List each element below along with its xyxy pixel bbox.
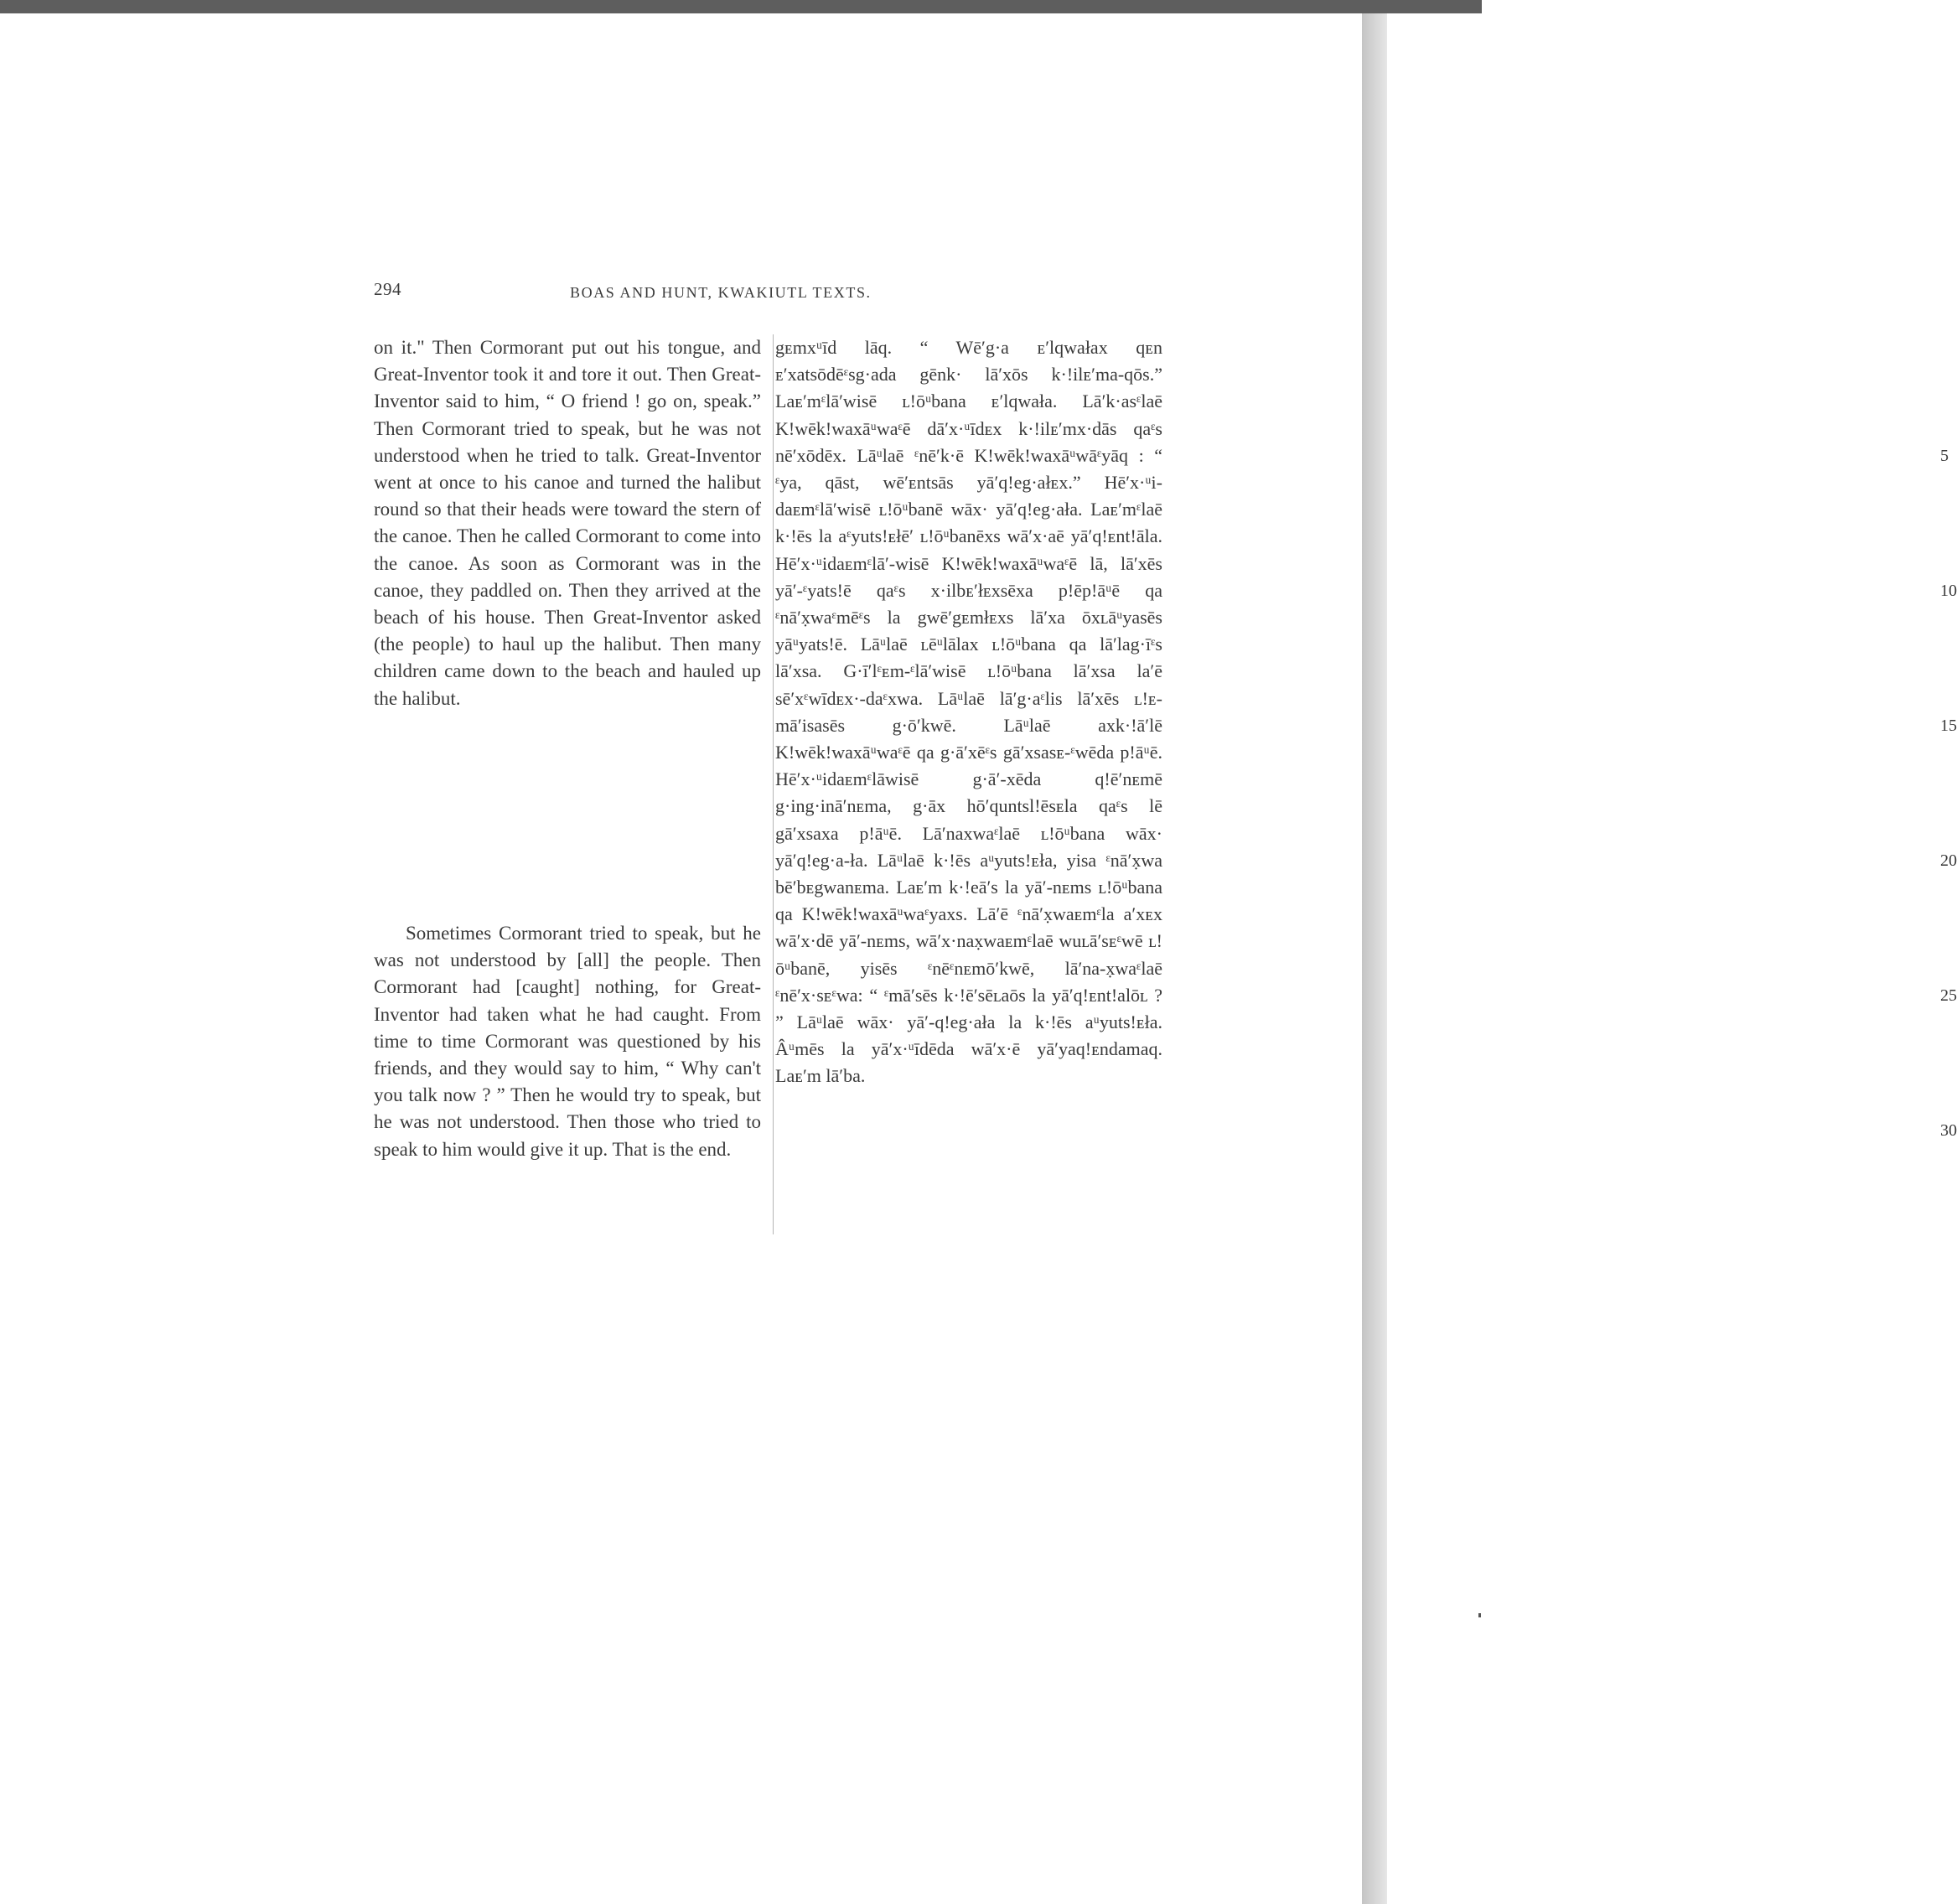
running-title: BOAS AND HUNT, KWAKIUTL TEXTS. [570,284,872,301]
english-paragraph-2: Sometimes Cormorant tried to speak, but he was not understood by [all] the people. Then Cormorant had [caught] nothing, for Great-Inventor had taken what he had caught. From time to time Cormorant was questioned by his friends, and they would say to him, “ Why can't you talk now ? ” Then he would try to speak, but he was not understood. Then those who tried to speak to him would give it up. That is the end. [374,923,761,1160]
scan-right-margin [1387,13,1482,1904]
line-number-10: 10 [1940,582,1957,600]
line-number-15: 15 [1940,717,1957,735]
kwakiutl-text: gᴇmxᵘīd lāq. “ Wē′g·a ᴇ′lqwałax qᴇn ᴇ′xatsōdēᵋsg·ada gēnk· lā′xōs k·!ilᴇ′ma-qōs.” Laᴇ′mᵋlā′wisē ʟ!ōᵘbana ᴇ′lqwała. Lā′k·asᵋlaē K!wēk!waxāᵘwaᵋē dā′x·ᵘīdᴇx k·!ilᴇ′mx·dās qaᵋs nē′xōdēx. Lāᵘlaē ᵋnē′k·ē K!wēk!waxāᵘwāᵋyāq : “ ᵋya, qāst, wē′ᴇntsās yā′q!eg·ałᴇx.” Hē′x·ᵘi-daᴇmᵋlā′wisē ʟ!ōᵘbanē wāx· yā′q!eg·ała. Laᴇ′mᵋlaē k·!ēs la aᵋyuts!ᴇłē′ ʟ!ōᵘbanēxs wā′x·aē yā′q!ᴇnt!āla. Hē′x·ᵘidaᴇmᵋlā′-wisē K!wēk!waxāᵘwaᵋē lā, lā′xēs yā′-ᵋyats!ē qaᵋs x·ilbᴇ′łᴇxsēxa p!ēp!āᵘē qa ᵋnā′x̣waᵋmēᵋs la gwē′gᴇmłᴇxs lā′xa ōxʟāᵘyasēs yāᵘyats!ē. Lāᵘlaē ʟēᵘlālax ʟ!ōᵘbana qa lā′lag·īᵋs lā′xsa. G·ī′lᵋᴇm-ᵋlā′wisē ʟ!ōᵘbana lā′xsa la′ē sē′xᵋwīdᴇx·-daᵋxwa. Lāᵘlaē lā′g·aᵋlis lā′xēs ʟ!ᴇ-mā′isasēs g·ō′kwē. Lāᵘlaē axk·!ā′lē K!wēk!waxāᵘwaᵋē qa g·ā′xēᵋs gā′xsasᴇ-ᵋwēda p!āᵘē. Hē′x·ᵘidaᴇmᵋlāwisē g·ā′-xēda q!ē′nᴇmē g·ing·inā′nᴇma, g·āx hō′quntsl!ēsᴇla qaᵋs lē gā′xsaxa p!āᵘē. Lā′naxwaᵋlaē ʟ!ōᵘbana wāx· yā′q!eg·a-ła. Lāᵘlaē k·!ēs aᵘyuts!ᴇła, yisa ᵋnā′x̣wa bē′bᴇgwanᴇma. Laᴇ′m k·!eā′s la yā′-nᴇms ʟ!ōᵘbana qa K!wēk!waxāᵘwaᵋyaxs. Lā′ē ᵋnā′x̣waᴇmᵋla a′xᴇx wā′x·dē yā′-nᴇms, wā′x·nax̣waᴇmᵋlaē wuʟā′sᴇᵋwē ʟ!ōᵘbanē, yisēs ᵋnēᵋnᴇmō′kwē, lā′na-x̣waᵋlaē ᵋnē′x·sᴇᵋwa: “ ᵋmā′sēs k·!ē′sēʟaōs la yā′q!ᴇnt!alōʟ ? ” Lāᵘlaē wāx· yā′-q!eg·ała la k·!ēs aᵘyuts!ᴇła. Âᵘmēs la yā′x·ᵘīdēda wā′x·ē yā′yaq!ᴇndamaq. Laᴇ′m lā′ba. [775,337,1162,1087]
column-divider [773,334,774,1234]
line-number-30: 30 [1940,1121,1957,1140]
english-translation-column [374,334,761,1160]
scan-top-border [0,0,1482,13]
english-paragraph-1: on it." Then Cormorant put out his tongue, and Great-Inventor took it and tore it out. Then Great-Inventor said to him, “ O friend ! go on, speak.” Then Cormorant tried to speak, but he was not understood when he tried to talk. Great-Inventor went at once to his canoe and turned the halibut round so that their heads were toward the stern of the canoe. Then he called Cormorant to come into the canoe. As soon as Cormorant was in the canoe, they paddled on. Then they arrived at the beach of his house. Then Great-Inventor asked (the people) to haul up the halibut. Then many children came down to the beach and hauled up the halibut. [374,337,761,709]
kwakiutl-text-column [775,334,1957,1140]
line-number-25: 25 [1940,986,1957,1005]
scan-page-edge-shadow [1362,13,1387,1904]
line-number-5: 5 [1940,447,1949,465]
scan-speck [1478,1613,1481,1617]
line-number-20: 20 [1940,851,1957,870]
page-number: 294 [374,279,401,299]
